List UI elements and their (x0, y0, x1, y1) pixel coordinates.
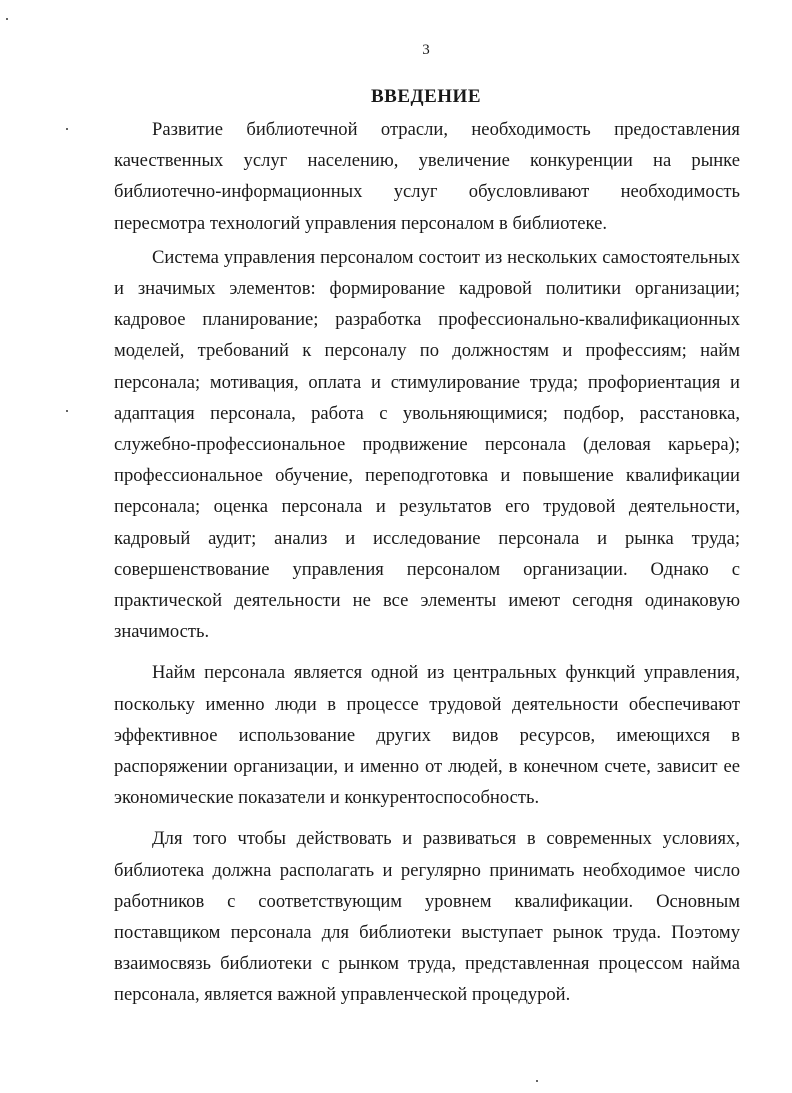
scan-speck (66, 128, 68, 130)
scan-speck (6, 18, 8, 20)
body-text (114, 114, 740, 1011)
paragraph-1: Развитие библиотечной отрасли, необходимость предоставления качественных услуг населению, увеличение конкуренции на рынке библиотечно-информационных услуг обусловливают необходимость пересмотра технологий управления персоналом в библиотеке. (114, 119, 740, 234)
paragraph-4: Для того чтобы действовать и развиваться в современных условиях, библиотека должна располагать и регулярно принимать необходимое число работников с соответствующим уровнем квалификации. Основным поставщиком персонала для библиотеки выступает рынок труда. Поэтому взаимосвязь библиотеки с рынком труда, представленная процессом найма персонала, является важной управленческой процедурой. (114, 828, 740, 1006)
page-number: 3 (422, 42, 430, 58)
paragraph-2: Система управления персоналом состоит из нескольких самостоятельных и значимых элементов: формирование кадровой политики организации; кадровое планирование; разработка профессионально-квалификационных моделей, требований к персоналу по должностям и профессиям; найм персонала; мотивация, оплата и стимулирование труда; профориентация и адаптация персонала, работа с увольняющимися; подбор, расстановка, служебно-профессиональное продвижение персонала (деловая карьера); профессиональное обучение, переподготовка и повышение квалификации персонала; оценка персонала и результатов его трудовой деятельности, кадровый аудит; анализ и исследование персонала и рынка труда; совершенствование управления персоналом организации. Однако с практической деятельности не все элементы имеют сегодня одинаковую значимость. (114, 246, 740, 643)
scan-speck (536, 1080, 538, 1082)
scan-speck (66, 410, 68, 412)
paragraph-3: Найм персонала является одной из центральных функций управления, поскольку именно люди в процессе трудовой деятельности обеспечивают эффективное использование других видов ресурсов, имеющихся в распоряжении организации, и именно от людей, в конечном счете, зависит ее экономические показатели и конкурентоспособность. (114, 662, 740, 809)
section-title: ВВЕДЕНИЕ (371, 86, 481, 107)
